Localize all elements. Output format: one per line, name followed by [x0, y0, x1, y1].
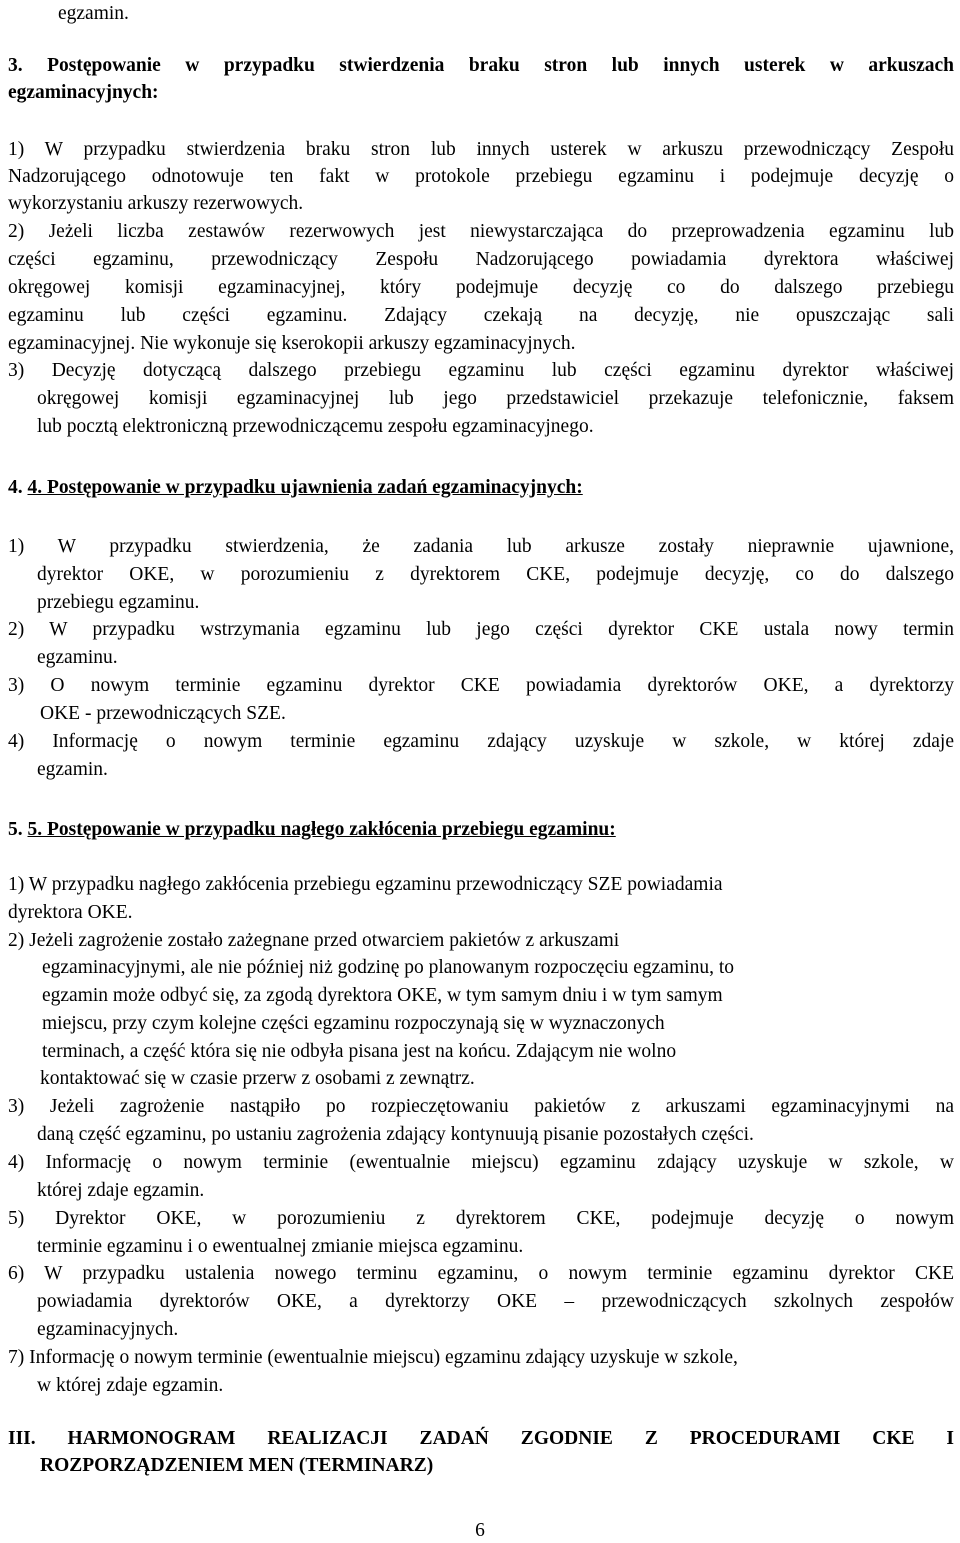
section-number: 4. [8, 477, 28, 498]
text-line: 3) Decyzję dotyczącą dalszego przebiegu egzaminu lub części egzaminu dyrektor właściwej [8, 360, 954, 381]
text-line: 3) O nowym terminie egzaminu dyrektor CKE powiadamia dyrektorów OKE, a dyrektorzy [8, 675, 954, 696]
text-line: lub pocztą elektroniczną przewodniczącemu zespołu egzaminacyjnego. [37, 416, 594, 437]
text-line: dyrektor OKE, w porozumieniu z dyrektorem CKE, podejmuje decyzję, co do dalszego [37, 564, 954, 585]
section-heading [8, 816, 954, 843]
text-line: w której zdaje egzamin. [37, 1375, 224, 1396]
chapter-heading: III. HARMONOGRAM REALIZACJI ZADAŃ ZGODNIE Z PROCEDURAMI CKE I [8, 1428, 954, 1449]
text-line: wykorzystaniu arkuszy rezerwowych. [8, 193, 304, 214]
text-line: 1) W przypadku stwierdzenia, że zadania lub arkusze zostały nieprawnie ujawnione, [8, 536, 954, 557]
text-line: przebiegu egzaminu. [37, 592, 200, 613]
text-line: powiadamia dyrektorów OKE, a dyrektorzy OKE – przewodniczących szkolnych zespołów [37, 1291, 954, 1312]
text-line: egzamin. [58, 3, 129, 24]
text-line: części egzaminu, przewodniczący Zespołu Nadzorującego powiadamia dyrektora właściwej [8, 249, 954, 270]
text-line: 2) W przypadku wstrzymania egzaminu lub jego części dyrektor CKE ustala nowy termin [8, 619, 954, 640]
text-line: dyrektora OKE. [8, 902, 133, 923]
text-line: 2) Jeżeli liczba zestawów rezerwowych jest niewystarczająca do przeprowadzenia egzaminu lub [8, 221, 954, 242]
text-line: egzaminacyjnych. [37, 1319, 179, 1340]
section-heading: 3. Postępowanie w przypadku stwierdzenia braku stron lub innych usterek w arkuszach [8, 55, 954, 76]
section-heading [8, 474, 954, 501]
section-title: 4. Postępowanie w przypadku ujawnienia zadań egzaminacyjnych: [27, 477, 583, 498]
text-line: której zdaje egzamin. [37, 1180, 205, 1201]
text-line: egzaminu. [37, 647, 118, 668]
text-line: egzamin. [37, 759, 108, 780]
text-line: 1) W przypadku stwierdzenia braku stron lub innych usterek w arkuszu przewodniczący Zespołu [8, 139, 954, 160]
chapter-heading: ROZPORZĄDZENIEM MEN (TERMINARZ) [40, 1455, 434, 1476]
text-line: egzaminu lub części egzaminu. Zdający czekają na decyzję, nie opuszczając sali [8, 305, 954, 326]
text-line: 6) W przypadku ustalenia nowego terminu egzaminu, o nowym terminie egzaminu dyrektor CKE [8, 1263, 954, 1284]
text-line: 3) Jeżeli zagrożenie nastąpiło po rozpieczętowaniu pakietów z arkuszami egzaminacyjnymi na [8, 1096, 954, 1117]
text-line: Nadzorującego odnotowuje ten fakt w protokole przebiegu egzaminu i podejmuje decyzję o [8, 166, 954, 187]
text-line: okręgowej komisji egzaminacyjnej lub jego przedstawiciel przekazuje telefonicznie, faksem [37, 388, 954, 409]
text-line: egzaminacyjnymi, ale nie później niż godzinę po planowanym rozpoczęciu egzaminu, to [42, 957, 734, 978]
text-line: kontaktować się w czasie przerw z osobami z zewnątrz. [40, 1068, 475, 1089]
page-number: 6 [475, 1520, 485, 1541]
text-line: 1) W przypadku nagłego zakłócenia przebiegu egzaminu przewodniczący SZE powiadamia [8, 874, 723, 895]
text-line: 4) Informację o nowym terminie egzaminu zdający uzyskuje w szkole, w której zdaje [8, 731, 954, 752]
text-line: 2) Jeżeli zagrożenie zostało zażegnane przed otwarciem pakietów z arkuszami [8, 930, 620, 951]
text-line: 5) Dyrektor OKE, w porozumieniu z dyrektorem CKE, podejmuje decyzję o nowym [8, 1208, 954, 1229]
section-heading: egzaminacyjnych: [8, 82, 159, 103]
text-line: 4) Informację o nowym terminie (ewentualnie miejscu) egzaminu zdający uzyskuje w szkole, w [8, 1152, 954, 1173]
text-line: terminach, a część która się nie odbyła pisana jest na końcu. Zdającym nie wolno [42, 1041, 677, 1062]
text-line: egzamin może odbyć się, za zgodą dyrektora OKE, w tym samym dniu i w tym samym [42, 985, 723, 1006]
text-line: miejscu, przy czym kolejne części egzaminu rozpoczynają się w wyznaczonych [42, 1013, 665, 1034]
text-line: daną część egzaminu, po ustaniu zagrożenia zdający kontynuują pisanie pozostałych części. [37, 1124, 754, 1145]
text-line: 7) Informację o nowym terminie (ewentualnie miejscu) egzaminu zdający uzyskuje w szkole, [8, 1347, 738, 1368]
text-line: egzaminacyjnej. Nie wykonuje się kserokopii arkuszy egzaminacyjnych. [8, 333, 576, 354]
section-title: 5. Postępowanie w przypadku nagłego zakłócenia przebiegu egzaminu: [27, 819, 616, 840]
text-line: okręgowej komisji egzaminacyjnej, który podejmuje decyzję co do dalszego przebiegu [8, 277, 954, 298]
text-line: OKE - przewodniczących SZE. [40, 703, 286, 724]
text-line: terminie egzaminu i o ewentualnej zmianie miejsca egzaminu. [37, 1236, 524, 1257]
section-number: 5. [8, 819, 28, 840]
